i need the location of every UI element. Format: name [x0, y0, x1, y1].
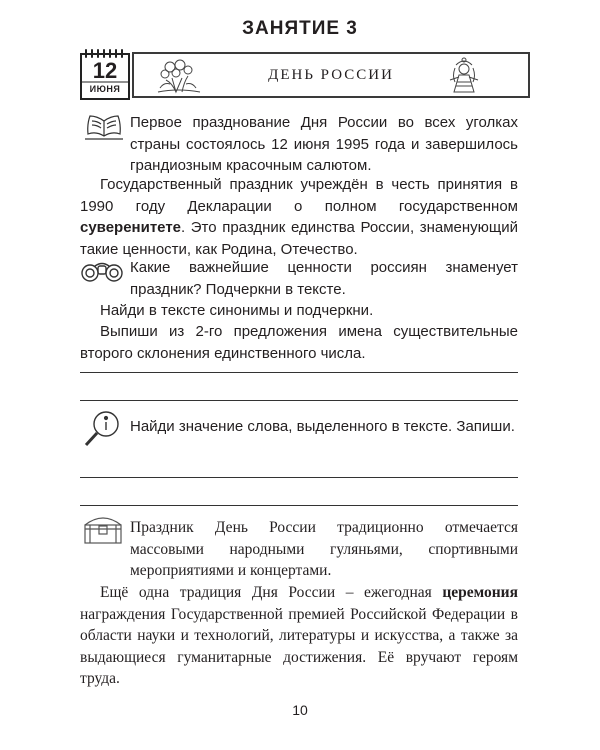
answer-line-4[interactable]	[80, 505, 518, 506]
calendar-day: 12	[92, 58, 118, 83]
reading-paragraph-2-end: . Это праздник единства России, знаменующий такие ценности, как Родина, Отечество.	[80, 219, 518, 258]
extra-paragraph-2	[80, 582, 518, 690]
binoculars-icon	[80, 258, 124, 284]
highlighted-word-sovereignty: суверенитете	[80, 219, 182, 236]
reading-paragraph-2	[80, 174, 518, 260]
reading-paragraph-2-start: Государственный праздник учреждён в честь принятия в 1990 году Декларации о полном государственном	[80, 176, 518, 215]
extra-paragraph-2-end: награждения Государственной премией Российской Федерации в области науки и технологий, литературы и искусства, а также за выдающиеся гуманитарные достижения. Её вручают героям труда.	[80, 605, 518, 687]
open-book-icon	[84, 112, 124, 142]
reading-paragraph-1: Первое празднование Дня России во всех уголках страны состоялось 12 июня 1995 года и завершилось грандиозным красочным салютом.	[130, 114, 518, 174]
task-1-question-1: Какие важнейшие ценности россиян знаменует праздник? Подчеркни в тексте.	[130, 259, 518, 298]
lesson-title: ЗАНЯТИЕ 3	[242, 18, 358, 39]
topic-banner	[132, 52, 530, 98]
task-1-question-3: Выпиши из 2-го предложения имена существительные второго склонения единственного числа.	[80, 323, 518, 362]
info-magnifier-icon	[82, 410, 126, 450]
answer-line-3[interactable]	[80, 477, 518, 478]
extra-paragraph-1: Праздник День России традиционно отмечается массовыми народными гуляньями, спортивными мероприятиями и концертами.	[130, 519, 518, 579]
girl-in-folk-costume-illustration	[444, 56, 484, 96]
extra-paragraph-2-start: Ещё одна традиция Дня России – ежегодная	[100, 584, 443, 601]
task-1-question-2: Найди в тексте синонимы и подчеркни.	[100, 302, 374, 319]
topic-title: ДЕНЬ РОССИИ	[268, 66, 394, 83]
treasure-chest-icon	[82, 513, 124, 545]
calendar-month: ИЮНЯ	[89, 84, 121, 94]
task-2-instruction: Найди значение слова, выделенного в тексте. Запиши.	[130, 418, 515, 435]
highlighted-word-ceremony: церемония	[442, 584, 518, 601]
answer-line-2[interactable]	[80, 400, 518, 401]
calendar-icon	[80, 48, 130, 100]
answer-line-1[interactable]	[80, 372, 518, 373]
page-number: 10	[292, 702, 308, 718]
